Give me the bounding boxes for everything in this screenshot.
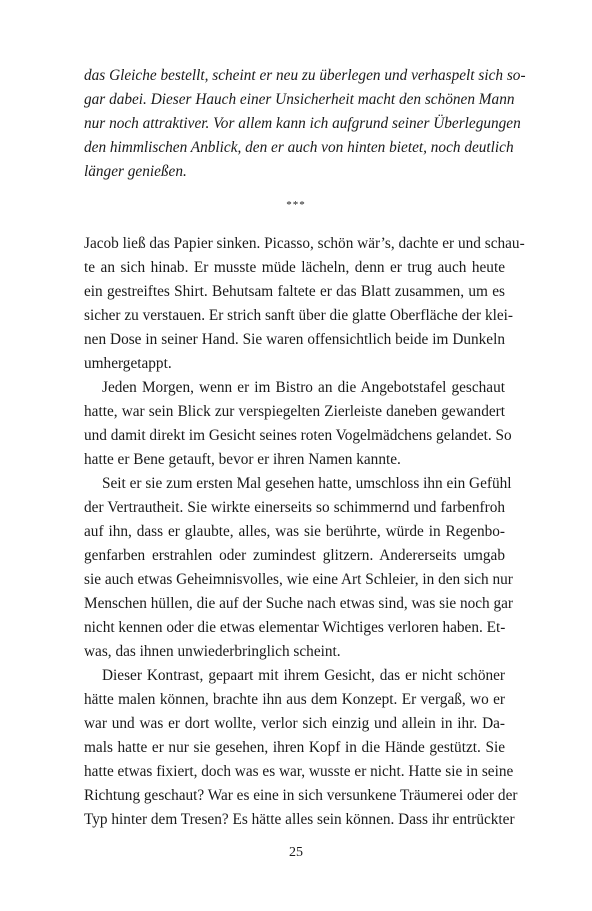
body-line: hatte, war sein Blick zur verspiegelten Zierleiste daneben gewandert xyxy=(84,403,505,420)
body-line: nicht kennen oder die etwas elementar Wichtiges verloren haben. Et- xyxy=(84,619,506,636)
body-line: und damit direkt im Gesicht seines roten Vogelmädchens gelandet. So xyxy=(84,427,512,444)
body-line: der Vertrautheit. Sie wirkte einerseits so schimmernd und farbenfroh xyxy=(84,499,505,516)
body-line: umhergetappt. xyxy=(84,355,172,372)
body-line: Jacob ließ das Papier sinken. Picasso, schön wär’s, dachte er und schau- xyxy=(84,235,525,252)
body-line: sicher zu verstauen. Er strich sanft über die glatte Oberfläche der klei- xyxy=(84,307,513,324)
italic-line: den himmlischen Anblick, den er auch von hinten bietet, noch deutlich xyxy=(84,139,514,156)
body-line: auf ihn, dass er glaubte, alles, was sie berührte, würde in Regenbo- xyxy=(84,523,505,540)
body-line: hatte er Bene getauft, bevor er ihren Namen kannte. xyxy=(84,451,401,468)
italic-line: das Gleiche bestellt, scheint er neu zu überlegen und verhaspelt sich so- xyxy=(84,67,526,84)
body-line: Richtung geschaut? War es eine in sich versunkene Träumerei oder der xyxy=(84,787,518,804)
italic-line: länger genießen. xyxy=(84,163,187,180)
body-line: genfarben erstrahlen oder zumindest glitzern. Andererseits umgab xyxy=(84,547,505,564)
body-line: te an sich hinab. Er musste müde lächeln, denn er trug auch heute xyxy=(84,259,505,276)
body-line: hatte etwas fixiert, doch was es war, wusste er nicht. Hatte sie in seine xyxy=(84,763,514,780)
body-line: hätte malen können, brachte ihn aus dem Konzept. Er vergaß, wo er xyxy=(84,691,505,708)
italic-line: nur noch attraktiver. Vor allem kann ich aufgrund seiner Überlegungen xyxy=(84,115,521,132)
body-line: Typ hinter dem Tresen? Es hätte alles sein können. Dass ihr entrückter xyxy=(84,811,515,828)
scene-separator: *** xyxy=(286,199,306,211)
body-line: Menschen hüllen, die auf der Suche nach etwas sind, was sie noch gar xyxy=(84,595,514,612)
body-line: Jeden Morgen, wenn er im Bistro an die Angebotstafel geschaut xyxy=(102,379,505,396)
body-line: ein gestreiftes Shirt. Behutsam faltete er das Blatt zusammen, um es xyxy=(84,283,505,300)
body-line: sie auch etwas Geheimnisvolles, wie eine Art Schleier, in den sich nur xyxy=(84,571,513,588)
page-number: 25 xyxy=(289,845,303,860)
body-line: mals hatte er nur sie gesehen, ihren Kopf in die Hände gestützt. Sie xyxy=(84,739,505,756)
italic-line: gar dabei. Dieser Hauch einer Unsicherheit macht den schönen Mann xyxy=(84,91,515,108)
body-line: Dieser Kontrast, gepaart mit ihrem Gesicht, das er nicht schöner xyxy=(102,667,505,684)
body-line: war und was er dort wollte, verlor sich einzig und allein in ihr. Da- xyxy=(84,715,505,732)
body-line: was, das ihnen unwiederbringlich scheint. xyxy=(84,643,341,660)
body-line: nen Dose in seiner Hand. Sie waren offensichtlich beide im Dunkeln xyxy=(84,331,505,348)
body-line: Seit er sie zum ersten Mal gesehen hatte, umschloss ihn ein Gefühl xyxy=(102,475,512,492)
